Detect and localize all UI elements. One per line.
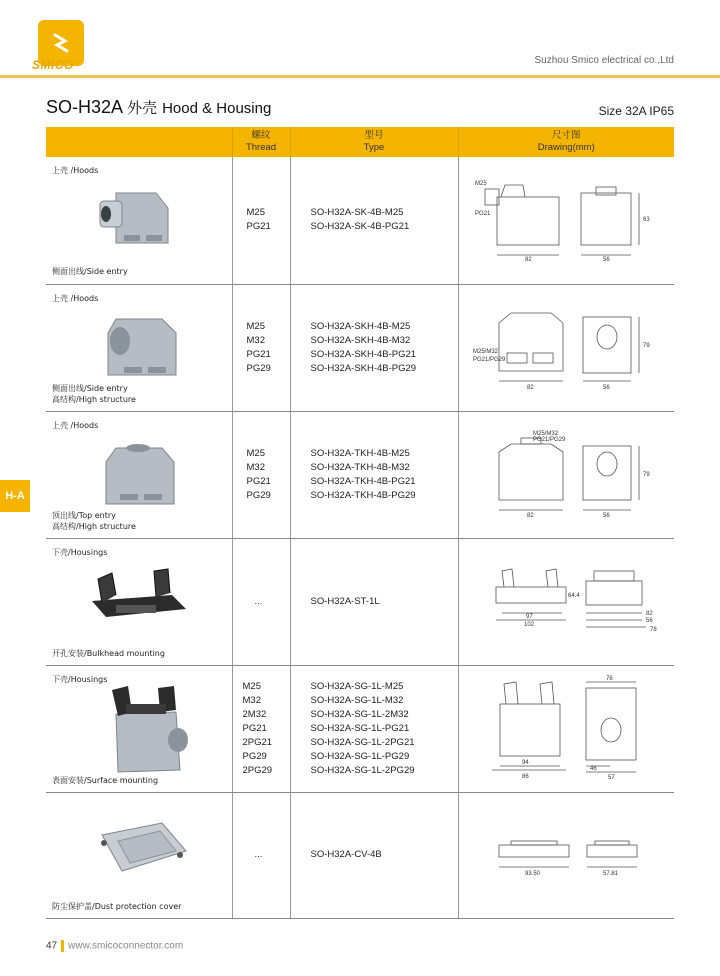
drawing-cell bbox=[458, 157, 674, 284]
hood-side-drawing bbox=[471, 175, 661, 265]
housing-surface-drawing bbox=[466, 674, 666, 784]
section-tab: H-A bbox=[0, 480, 30, 512]
title-cn: 外壳 bbox=[127, 99, 158, 117]
drawing-cell bbox=[458, 411, 674, 538]
header-thread: 螺纹 Thread bbox=[232, 127, 290, 157]
category-label: 上壳 /Hoods bbox=[52, 420, 99, 430]
hood-top-entry-image bbox=[96, 438, 180, 510]
image-cell bbox=[46, 157, 232, 284]
svg-text:M25/M32: M25/M32 bbox=[473, 348, 499, 355]
footer bbox=[46, 940, 183, 952]
svg-text:63: 63 bbox=[643, 217, 650, 224]
svg-text:M25/M32: M25/M32 bbox=[533, 430, 559, 437]
category-label: 下壳/Housings bbox=[52, 674, 108, 684]
drawing-cell bbox=[458, 665, 674, 792]
drawing-cell bbox=[458, 792, 674, 918]
size-label: Size 32A IP65 bbox=[598, 104, 674, 118]
thread-cell: ... bbox=[232, 792, 290, 918]
dust-cover-image bbox=[82, 815, 192, 885]
svg-text:86: 86 bbox=[522, 773, 529, 780]
title-model: SO-H32A bbox=[46, 97, 123, 117]
svg-text:PG21/PG29: PG21/PG29 bbox=[533, 436, 566, 443]
mount-label: 顶出线/Top entry 高结构/High structure bbox=[52, 510, 136, 531]
housing-bulkhead-drawing bbox=[466, 557, 666, 647]
image-cell bbox=[46, 538, 232, 665]
header-rule bbox=[0, 75, 720, 78]
type-cell: SO-H32A-CV-4B bbox=[290, 792, 458, 918]
thread-cell: M25 M32 2M32 PG21 2PG21 PG29 2PG29 bbox=[232, 665, 290, 792]
type-cell: SO-H32A-ST-1L bbox=[290, 538, 458, 665]
table-row bbox=[46, 284, 674, 411]
svg-text:57.81: 57.81 bbox=[603, 871, 619, 877]
category-label: 下壳/Housings bbox=[52, 547, 108, 557]
svg-text:93.50: 93.50 bbox=[525, 871, 541, 877]
mount-label: 防尘保护盖/Dust protection cover bbox=[52, 901, 182, 911]
image-cell bbox=[46, 284, 232, 411]
header-type: 型号 Type bbox=[290, 127, 458, 157]
page-number: 47 bbox=[46, 940, 58, 952]
svg-text:64.4: 64.4 bbox=[568, 592, 580, 599]
housing-bulkhead-image bbox=[82, 565, 192, 635]
thread-cell: ... bbox=[232, 538, 290, 665]
housing-surface-image bbox=[96, 684, 196, 774]
thread-cell: M25 M32 PG21 PG29 bbox=[232, 411, 290, 538]
thread-cell: M25 M32 PG21 PG29 bbox=[232, 284, 290, 411]
svg-text:56: 56 bbox=[646, 617, 653, 624]
company-name: Suzhou Smico electrical co.,Ltd bbox=[534, 55, 674, 66]
image-cell bbox=[46, 665, 232, 792]
svg-text:76: 76 bbox=[606, 675, 613, 682]
svg-text:82: 82 bbox=[525, 257, 532, 264]
mount-label: 开孔安装/Bulkhead mounting bbox=[52, 648, 165, 658]
spec-table bbox=[46, 127, 674, 919]
page-title bbox=[46, 97, 271, 118]
thread-cell: M25 PG21 bbox=[232, 157, 290, 284]
svg-text:46: 46 bbox=[590, 765, 597, 772]
svg-text:79: 79 bbox=[643, 342, 650, 349]
hood-high-side-entry-image bbox=[96, 311, 180, 383]
image-cell bbox=[46, 792, 232, 918]
svg-text:56: 56 bbox=[603, 257, 610, 264]
svg-text:97: 97 bbox=[526, 613, 533, 620]
hood-high-drawing bbox=[471, 303, 661, 393]
table-row bbox=[46, 665, 674, 792]
table-row bbox=[46, 792, 674, 918]
svg-text:82: 82 bbox=[527, 512, 534, 519]
hood-side-entry-image bbox=[96, 183, 176, 253]
type-cell: SO-H32A-SKH-4B-M25 SO-H32A-SKH-4B-M32 SO-H32A-SKH-4B-PG21 SO-H32A-SKH-4B-PG29 bbox=[290, 284, 458, 411]
logo-mark-icon bbox=[47, 29, 75, 57]
svg-text:102: 102 bbox=[524, 621, 535, 628]
svg-text:M25: M25 bbox=[475, 181, 487, 188]
svg-text:78: 78 bbox=[650, 626, 657, 633]
dust-cover-drawing bbox=[471, 825, 661, 885]
table-row bbox=[46, 157, 674, 284]
logo-text: SMICO bbox=[32, 58, 74, 72]
mount-label: 表面安装/Surface mounting bbox=[52, 775, 159, 785]
image-cell bbox=[46, 411, 232, 538]
svg-text:57: 57 bbox=[608, 774, 615, 781]
mount-label: 侧面出线/Side entry bbox=[52, 267, 128, 277]
svg-text:56: 56 bbox=[603, 512, 610, 519]
hood-top-drawing bbox=[471, 430, 661, 520]
svg-text:82: 82 bbox=[527, 384, 534, 391]
drawing-cell bbox=[458, 284, 674, 411]
category-label: 上壳 /Hoods bbox=[52, 293, 99, 303]
category-label: 上壳 /Hoods bbox=[52, 166, 99, 176]
type-cell: SO-H32A-SK-4B-M25 SO-H32A-SK-4B-PG21 bbox=[290, 157, 458, 284]
svg-text:PG21/PG29: PG21/PG29 bbox=[473, 356, 506, 363]
footer-divider bbox=[61, 940, 64, 952]
drawing-cell bbox=[458, 538, 674, 665]
table-header bbox=[46, 127, 674, 157]
mount-label: 侧面出线/Side entry 高结构/High structure bbox=[52, 383, 136, 404]
table-row bbox=[46, 411, 674, 538]
svg-text:PG21: PG21 bbox=[475, 211, 491, 218]
title-en: Hood & Housing bbox=[162, 100, 272, 117]
header-drawing: 尺寸图 Drawing(mm) bbox=[458, 127, 674, 157]
type-cell: SO-H32A-SG-1L-M25 SO-H32A-SG-1L-M32 SO-H32A-SG-1L-2M32 SO-H32A-SG-1L-PG21 SO-H32A-SG-1L-2PG21 SO-H32A-SG-1L-PG29 SO-H32A-SG-1L-2PG29 bbox=[290, 665, 458, 792]
svg-text:56: 56 bbox=[603, 384, 610, 391]
type-cell: SO-H32A-TKH-4B-M25 SO-H32A-TKH-4B-M32 SO-H32A-TKH-4B-PG21 SO-H32A-TKH-4B-PG29 bbox=[290, 411, 458, 538]
table-row bbox=[46, 538, 674, 665]
svg-text:79: 79 bbox=[643, 471, 650, 478]
footer-url: www.smicoconnector.com bbox=[68, 940, 184, 952]
svg-text:94: 94 bbox=[522, 759, 529, 766]
svg-text:82: 82 bbox=[646, 610, 653, 617]
header-image bbox=[46, 127, 232, 157]
